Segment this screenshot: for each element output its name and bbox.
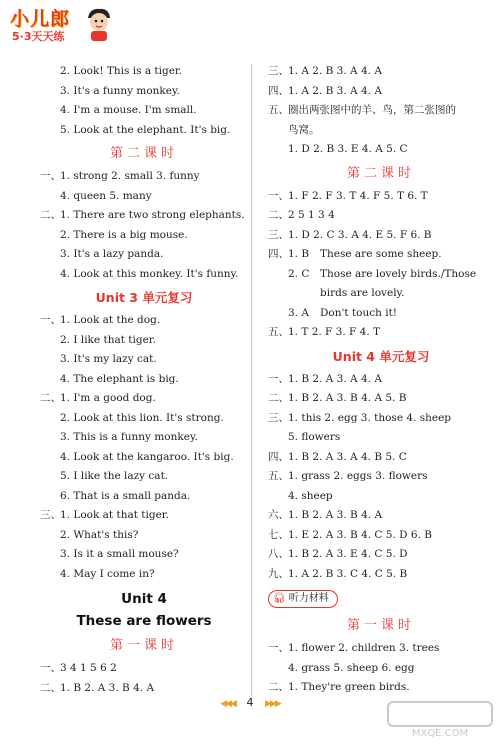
answer-text: 1. D 2. C 3. A 4. E 5. F 6. B	[288, 228, 432, 241]
answer-text: 1. Look at that tiger.	[60, 509, 170, 521]
answer-line	[40, 389, 248, 409]
answer-line	[268, 140, 494, 160]
answer-line	[40, 506, 248, 526]
listening-badge	[268, 590, 338, 608]
answer-line	[268, 226, 494, 246]
question-number: 四、	[268, 84, 289, 97]
answer-line	[268, 187, 494, 207]
answer-line	[40, 82, 248, 102]
left-arrows-icon: ◀◀◀	[220, 699, 235, 709]
question-number: 三、	[268, 65, 289, 77]
answer-line	[40, 565, 248, 585]
answer-line	[40, 659, 248, 679]
answer-key: 2. C	[288, 267, 310, 280]
answer-text: 鸟窝。	[288, 123, 320, 136]
answers-block	[40, 167, 248, 284]
answer-line	[268, 265, 494, 285]
watermark-text: MXQE.COM	[411, 728, 469, 739]
answer-line	[268, 284, 494, 304]
headphones-icon: 🎧︎	[273, 593, 286, 604]
answer-key: 1. B	[288, 248, 310, 260]
answer-text: 1. this 2. egg 3. those 4. sheep	[288, 411, 452, 424]
answer-text: 1. Look at the dog.	[60, 314, 161, 326]
answer-text: 1. A 2. B 3. A 4. A	[288, 65, 382, 77]
question-number: 九、	[268, 567, 289, 580]
question-number: 三、	[40, 509, 61, 521]
question-number: 一、	[40, 170, 61, 182]
question-number: 二、	[268, 681, 289, 693]
answer-line	[268, 409, 494, 429]
answer-text: 4. queen 5. many	[60, 189, 152, 202]
mascot-icon	[84, 6, 114, 42]
answer-line	[268, 467, 494, 487]
answers-block	[268, 187, 494, 246]
answer-line	[40, 101, 248, 121]
question-number: 八、	[268, 548, 289, 560]
section-title: 第一课时	[346, 618, 415, 633]
question-number: 四、	[268, 450, 289, 463]
answer-text: 1. B 2. A 3. B 4. A	[288, 509, 383, 521]
answer-text: 3. It's a lazy panda.	[60, 248, 164, 260]
question-number: 三、	[268, 228, 289, 241]
answer-text: 4. sheep	[288, 489, 333, 502]
answers-block	[268, 245, 494, 323]
watermark-logo	[386, 700, 494, 740]
answer-line	[268, 659, 494, 679]
answer-line	[268, 101, 494, 121]
question-number: 五、	[268, 104, 289, 116]
question-number: 二、	[40, 209, 61, 221]
right-arrows-icon: ▶▶▶	[265, 699, 280, 709]
answer-key: 3. A	[288, 306, 309, 319]
answers-block	[268, 639, 494, 698]
left-column	[40, 62, 248, 698]
question-number: 六、	[268, 509, 289, 521]
answer-line	[268, 206, 494, 226]
answer-text: 3. It's my lazy cat.	[60, 353, 157, 365]
question-number: 四、	[268, 248, 289, 260]
answers-block	[40, 659, 248, 698]
question-number: 一、	[268, 642, 289, 654]
answer-line	[268, 526, 494, 546]
answer-text: 1. E 2. A 3. B 4. C 5. D 6. B	[288, 528, 432, 541]
unit-review-title: Unit 4 单元复习	[332, 348, 430, 364]
unit-title: These are flowers	[76, 613, 212, 629]
answer-line	[40, 545, 248, 565]
answer-line	[268, 487, 494, 507]
answer-text: 1. strong 2. small 3. funny	[60, 170, 200, 182]
answer-text: 1. B 2. A 3. A 4. A	[288, 372, 382, 385]
answer-line	[268, 245, 494, 265]
answer-text: 4. I'm a mouse. I'm small.	[60, 104, 197, 116]
answer-text: 2. I like that tiger.	[60, 333, 156, 346]
answer-line	[40, 187, 248, 207]
answer-text: 3. Is it a small mouse?	[60, 548, 179, 560]
right-column	[268, 62, 494, 698]
logo-subtitle: 5·3天天练	[12, 30, 65, 43]
answer-line	[40, 121, 248, 141]
unit-review-title: Unit 3 单元复习	[95, 290, 193, 305]
question-number: 三、	[268, 411, 289, 424]
answer-text: 2. Look at this lion. It's strong.	[60, 411, 224, 424]
answer-text: 5. I like the lazy cat.	[60, 470, 169, 482]
answer-line	[40, 206, 248, 226]
brand-logo	[6, 4, 118, 46]
answer-line	[40, 409, 248, 429]
question-number: 二、	[268, 209, 289, 221]
answer-line	[268, 323, 494, 343]
answer-text: 1. A 2. B 3. C 4. C 5. B	[288, 567, 408, 580]
answer-line	[268, 678, 494, 698]
question-number: 一、	[40, 314, 61, 326]
section-title: 第二课时	[346, 165, 415, 181]
answer-text: 1. D 2. B 3. E 4. A 5. C	[288, 143, 408, 155]
logo-title: 小儿郎	[10, 8, 71, 30]
answers-block	[268, 370, 494, 585]
answer-text: 1. F 2. F 3. T 4. F 5. T 6. T	[288, 189, 428, 202]
answer-text: 6. That is a small panda.	[60, 489, 191, 502]
answer-text: 1. flower 2. children 3. trees	[288, 642, 440, 654]
answer-text: 1. They're green birds.	[288, 681, 410, 693]
question-number: 二、	[40, 681, 61, 694]
answer-line	[40, 350, 248, 370]
answer-text: 1. A 2. B 3. A 4. A	[288, 84, 382, 97]
badge-label: 听力材料	[288, 593, 329, 604]
page-number: 4	[246, 696, 254, 709]
answer-line	[268, 565, 494, 585]
answer-text: 2. There is a big mouse.	[60, 228, 188, 241]
answer-line	[40, 245, 248, 265]
unit-label: Unit 4	[121, 591, 167, 607]
answer-text: 4. The elephant is big.	[60, 372, 179, 385]
answer-line	[268, 639, 494, 659]
answer-line	[268, 62, 494, 82]
answer-line	[40, 331, 248, 351]
answer-text: 圈出两张图中的羊、鸟，第二张图的	[288, 104, 456, 116]
answer-text: 1. B 2. A 3. B 4. A	[60, 681, 155, 694]
answer-line	[40, 467, 248, 487]
section-title: 第二课时	[109, 146, 178, 161]
answers-block	[268, 62, 494, 101]
answer-text: 1. B 2. A 3. E 4. C 5. D	[288, 548, 408, 560]
answer-line	[268, 545, 494, 565]
question-number: 一、	[268, 372, 289, 385]
answer-line	[268, 121, 494, 141]
answer-line	[40, 62, 248, 82]
answer-text: 2 5 1 3 4	[288, 209, 335, 221]
question-number: 一、	[268, 189, 289, 202]
answer-text: 2. What's this?	[60, 528, 139, 541]
question-number: 二、	[268, 392, 289, 404]
answer-line	[268, 304, 494, 324]
answer-line	[268, 82, 494, 102]
answer-line	[40, 448, 248, 468]
answer-line	[40, 487, 248, 507]
answer-text: 5. Look at the elephant. It's big.	[60, 123, 231, 136]
answer-text: 1. B 2. A 3. B 4. A 5. B	[288, 392, 407, 404]
answer-text: These are some sheep.	[320, 248, 442, 260]
question-number: 一、	[40, 662, 61, 674]
answer-text: 4. Look at this monkey. It's funny.	[60, 267, 239, 280]
answer-text: 2. Look! This is a tiger.	[60, 65, 183, 77]
question-number: 五、	[268, 326, 289, 338]
answer-text: 4. Look at the kangaroo. It's big.	[60, 450, 234, 463]
answer-text: birds are lovely.	[320, 287, 405, 299]
answer-text: 3. This is a funny monkey.	[60, 431, 198, 443]
answer-text: 5. flowers	[288, 431, 341, 443]
answer-text: 3. It's a funny monkey.	[60, 84, 180, 97]
answer-text: Don't touch it!	[320, 306, 398, 319]
listening-badge-row	[268, 584, 494, 612]
answer-line	[40, 226, 248, 246]
answer-text: 1. There are two strong elephants.	[60, 209, 245, 221]
answers-block	[40, 62, 248, 140]
answer-line	[268, 506, 494, 526]
answer-line	[40, 428, 248, 448]
answer-line	[268, 370, 494, 390]
answer-line	[40, 311, 248, 331]
answer-line	[40, 526, 248, 546]
answer-line	[40, 167, 248, 187]
question-number: 二、	[40, 392, 61, 404]
answer-text: Those are lovely birds./Those	[320, 267, 477, 280]
section-title: 第一课时	[109, 638, 178, 653]
answer-text: 1. B 2. A 3. A 4. B 5. C	[288, 450, 407, 463]
answer-text: 1. I'm a good dog.	[60, 392, 156, 404]
answer-line	[40, 265, 248, 285]
answer-text: 1. grass 2. eggs 3. flowers	[288, 470, 428, 482]
answers-block	[40, 311, 248, 584]
answer-line	[40, 370, 248, 390]
question-number: 七、	[268, 528, 289, 541]
column-divider	[251, 64, 252, 696]
answer-line	[268, 389, 494, 409]
question-number: 五、	[268, 470, 289, 482]
answer-line	[268, 428, 494, 448]
answer-text: 3 4 1 5 6 2	[60, 662, 117, 674]
answer-text: 4. grass 5. sheep 6. egg	[288, 661, 415, 674]
answer-text: 4. May I come in?	[60, 567, 155, 580]
answer-text: 1. T 2. F 3. F 4. T	[288, 326, 381, 338]
answer-line	[268, 448, 494, 468]
